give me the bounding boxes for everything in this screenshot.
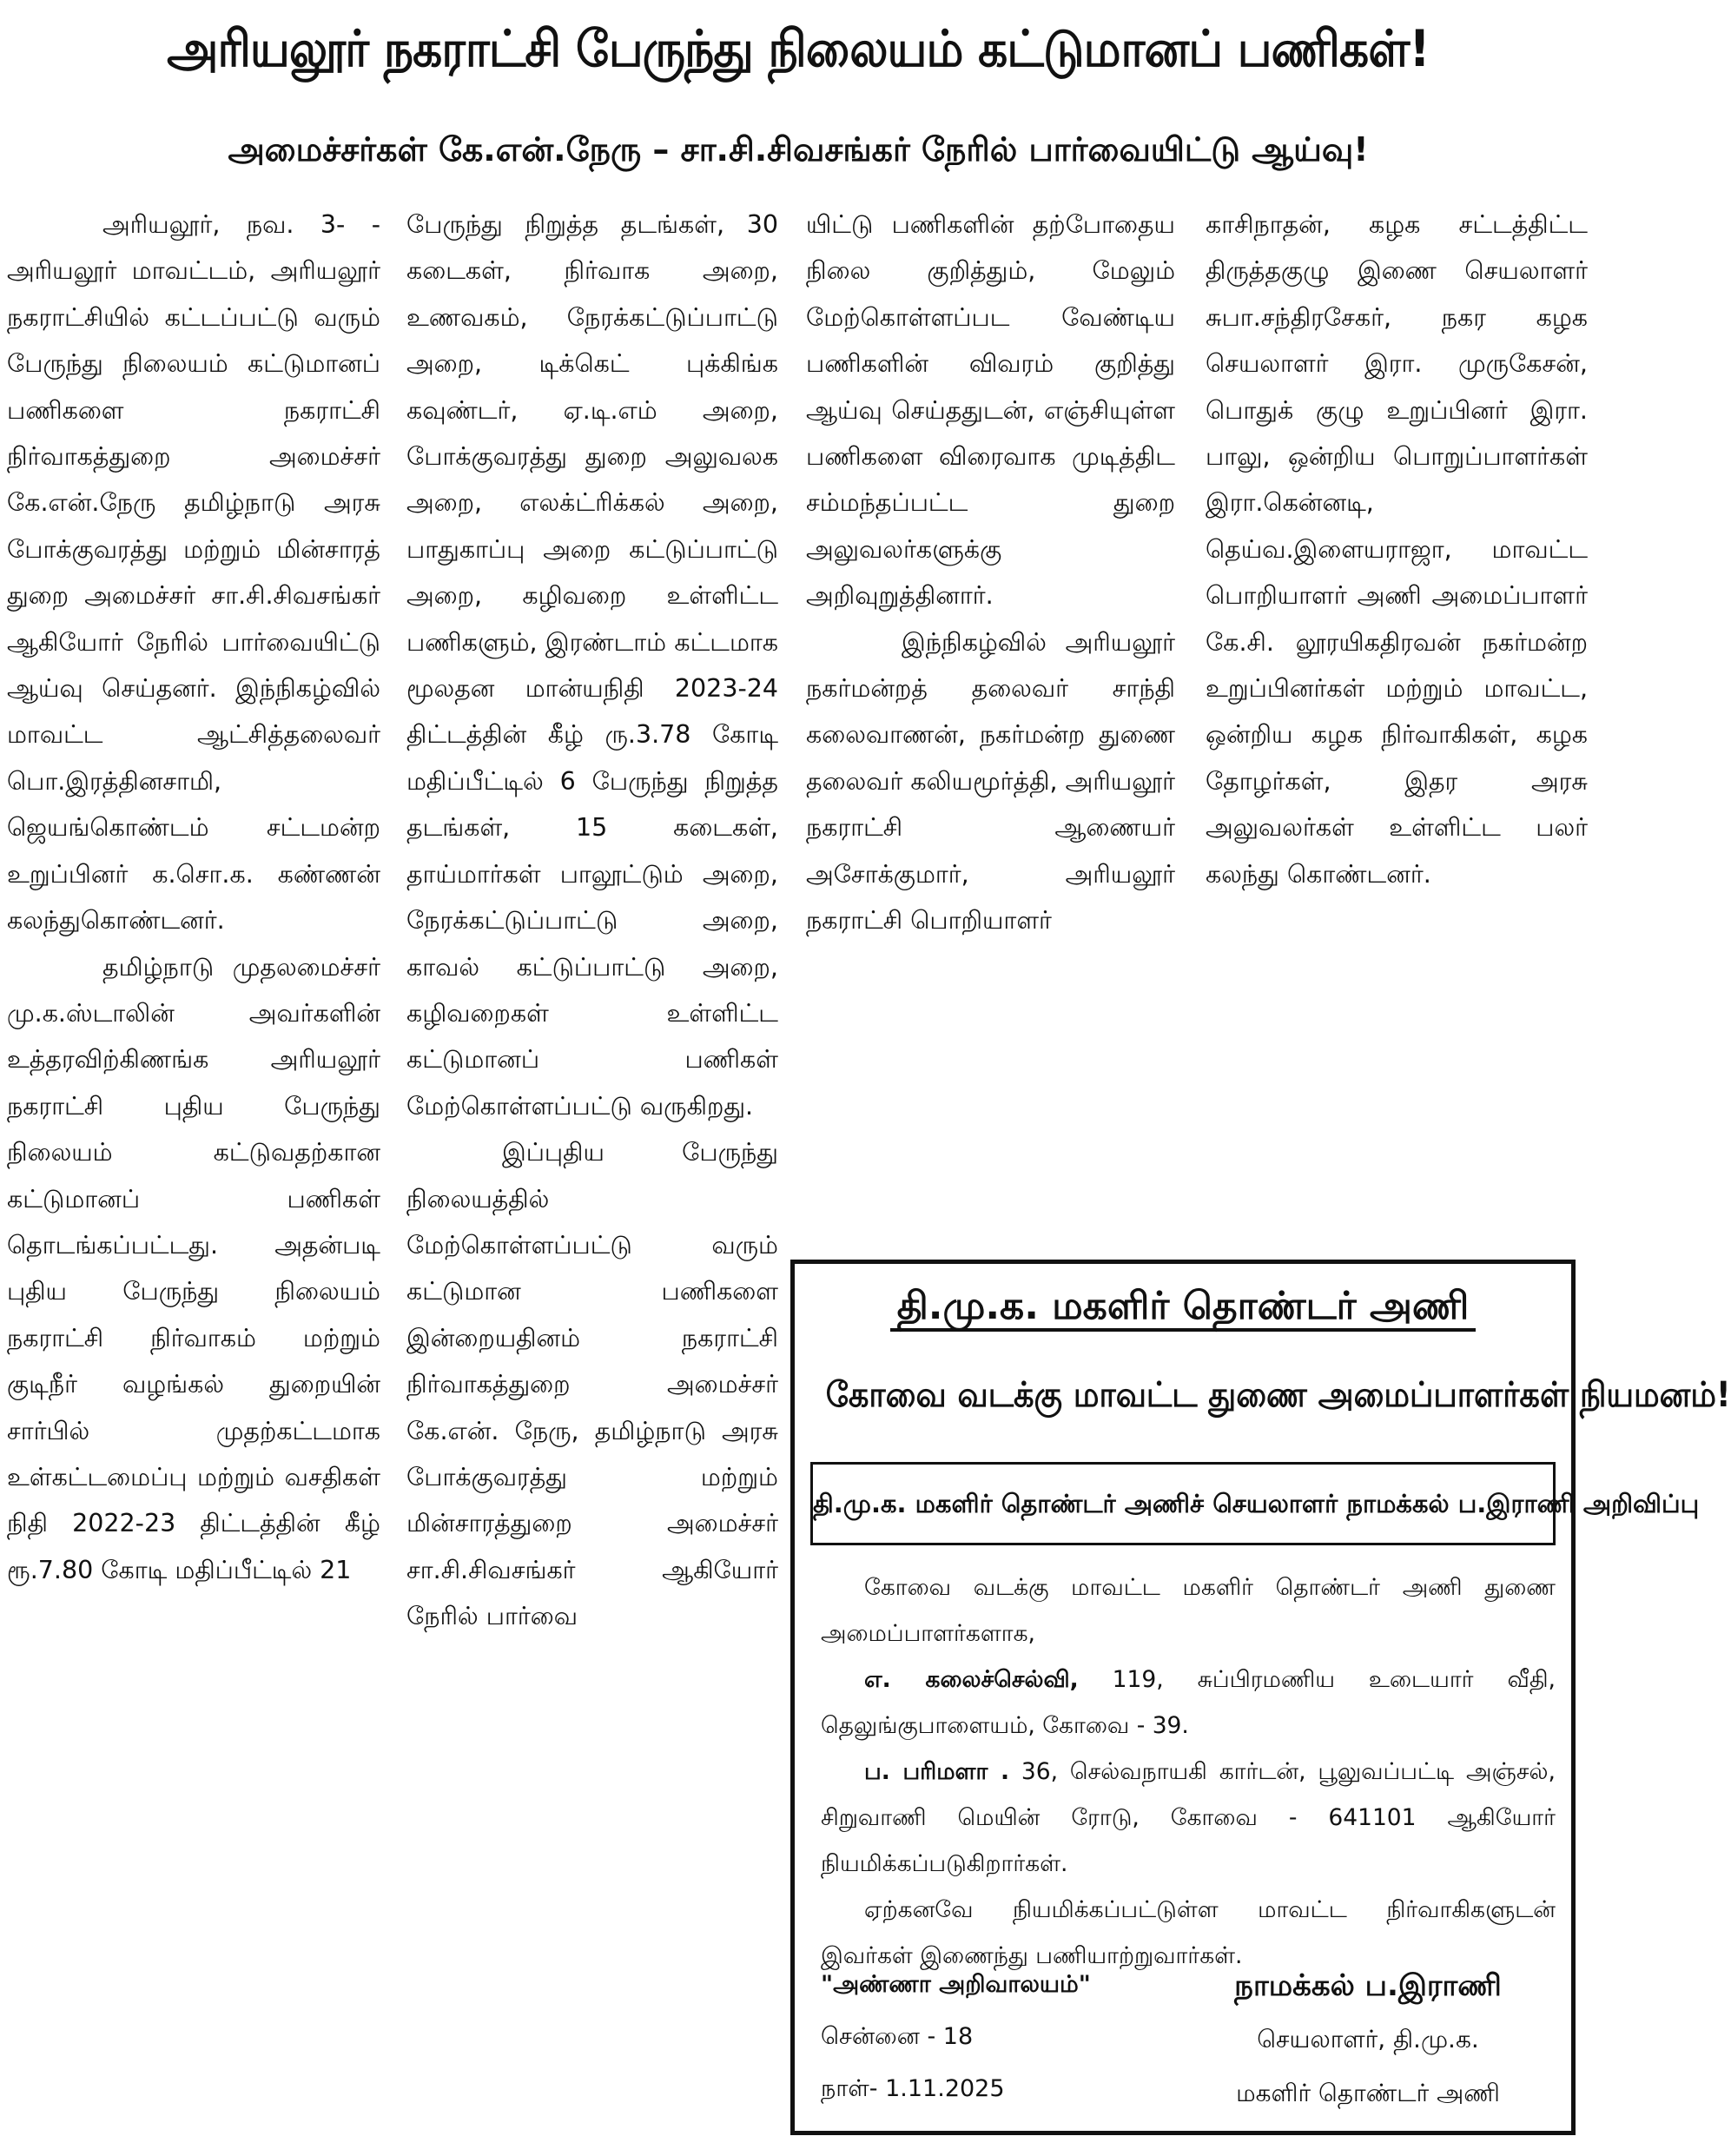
paragraph: இந்நிகழ்வில் அரியலூர் நகர்மன்றத் தலைவர் சாந்தி கலைவாணன், நகர்மன்ற துணை தலைவர் கலியமூர்த்தி, அரியலூர் நகராட்சி ஆணையர் அசோக்குமார், அரியலூர் நகராட்சி பொறியாளர்: [806, 627, 1175, 936]
article-column-3: [806, 202, 1175, 1244]
paragraph: யிட்டு பணிகளின் தற்போதைய நிலை குறித்தும், மேலும் மேற்கொள்ளப்பட வேண்டிய பணிகளின் விவரம் குறித்து ஆய்வு செய்ததுடன், எஞ்சியுள்ள பணிகளை விரைவாக முடித்திட சம்மந்தப்பட்ட துறை அலுவலர்களுக்கு அறிவுறுத்தினார்.: [806, 210, 1175, 611]
notice-intro: கோவை வடக்கு மாவட்ட மகளிர் தொண்டர் அணி துணை அமைப்பாளர்களாக,: [821, 1574, 1556, 1647]
notice-box: [790, 1260, 1731, 2135]
headline: அரியலூர் நகராட்சி பேருந்து நிலையம் கட்டுமானப் பணிகள்!: [167, 19, 1430, 78]
paragraph: பேருந்து நிறுத்த தடங்கள், 30 கடைகள், நிர்வாக அறை, உணவகம், நேரக்கட்டுப்பாட்டு அறை, டிக்கெட் புக்கிங்க கவுண்டர், ஏ.டி.எம் அறை, போக்குவரத்து துறை அலுவலக அறை, எலக்ட்ரிக்கல் அறை, பாதுகாப்பு அறை கட்டுப்பாட்டு அறை, கழிவறை உள்ளிட்ட பணிகளும், இரண்டாம் கட்டமாக மூலதன மான்யநிதி 2023-24 திட்டத்தின் கீழ் ரு.3.78 கோடி மதிப்பீட்டில் 6 பேருந்து நிறுத்த தடங்கள், 15 கடைகள், தாய்மார்கள் பாலூட்டும் அறை, நேரக்கட்டுப்பாட்டு அறை, காவல் கட்டுப்பாட்டு அறை, கழிவறைகள் உள்ளிட்ட கட்டுமானப் பணிகள் மேற்கொள்ளப்பட்டு வருகிறது.: [406, 210, 778, 1121]
notice-person-2: ப. பரிமளா . 36, செல்வநாயகி கார்டன், பூலுவப்பட்டி அஞ்சல், சிறுவாணி மெயின் ரோடு, கோவை - 641101 ஆகியோர் நியமிக்கப்படுகிறார்கள்.: [821, 1758, 1556, 1877]
notice-city: சென்னை - 18: [821, 2023, 974, 2050]
notice-place: "அண்ணா அறிவாலயம்": [821, 1971, 1091, 1998]
paragraph: இப்புதிய பேருந்து நிலையத்தில் மேற்கொள்ளப்பட்டு வரும் கட்டுமான பணிகளை இன்றையதினம் நகராட்சி நிர்வாகத்துறை அமைச்சர் கே.என். நேரு, தமிழ்நாடு அரசு போக்குவரத்து மற்றும் மின்சாரத்துறை அமைச்சர் சா.சி.சிவசங்கர் ஆகியோர் நேரில் பார்வை: [406, 1138, 778, 1631]
notice-subheading: தி.மு.க. மகளிர் தொண்டர் அணிச் செயலாளர் நாமக்கல் ப.இராணி அறிவிப்பு: [810, 1462, 1556, 1545]
notice-person-1: எ. கலைச்செல்வி, 119, சுப்பிரமணிய உடையார் வீதி, தெலுங்குபாளையம், கோவை - 39.: [821, 1666, 1556, 1739]
paragraph: தமிழ்நாடு முதலமைச்சர் மு.க.ஸ்டாலின் அவர்களின் உத்தரவிற்கிணங்க அரியலூர் நகராட்சி புதிய பேருந்து நிலையம் கட்டுவதற்கான கட்டுமானப் பணிகள் தொடங்கப்பட்டது. அதன்படி புதிய பேருந்து நிலையம் நகராட்சி நிர்வாகம் மற்றும் குடிநீர் வழங்கல் துறையின் சார்பில் முதற்கட்டமாக உள்கட்டமைப்பு மற்றும் வசதிகள் நிதி 2022-23 திட்டத்தின் கீழ் ரூ.7.80 கோடி மதிப்பீட்டில் 21: [7, 952, 380, 1584]
notice-body: [821, 1564, 1556, 1979]
notice-designation: செயலாளர், தி.மு.க.: [1257, 2025, 1479, 2053]
notice-signatory: நாமக்கல் ப.இராணி: [1234, 1968, 1502, 2003]
subheadline: அமைச்சர்கள் கே.என்.நேரு – சா.சி.சிவசங்கர் நேரில் பார்வையிட்டு ஆய்வு!: [228, 130, 1369, 169]
notice-place-date: [821, 1959, 1168, 2115]
notice-wing: மகளிர் தொண்டர் அணி: [1236, 2079, 1500, 2107]
article-column-4: [1206, 202, 1588, 1244]
article-column-1: [7, 202, 380, 2152]
notice-signature: [1177, 1959, 1559, 2120]
notice-closing: ஏற்கனவே நியமிக்கப்பட்டுள்ள மாவட்ட நிர்வாகிகளுடன் இவர்கள் இணைந்து பணியாற்றுவார்கள்.: [821, 1896, 1556, 1969]
paragraph: காசிநாதன், கழக சட்டத்திட்ட திருத்தகுழு இணை செயலாளர் சுபா.சந்திரசேகர், நகர கழக செயலாளர் இரா. முருகேசன், பொதுக் குழு உறுப்பினர் இரா. பாலு, ஒன்றிய பொறுப்பாளர்கள் இரா.கென்னடி, தெய்வ.இளையராஜா, மாவட்ட பொறியாளர் அணி அமைப்பாளர் கே.சி. லூரயிகதிரவன் நகர்மன்ற உறுப்பினர்கள் மற்றும் மாவட்ட, ஒன்றிய கழக நிர்வாகிகள், கழக தோழர்கள், இதர அரசு அலுவலர்கள் உள்ளிட்ட பலர் கலந்து கொண்டனர்.: [1206, 210, 1588, 889]
notice-heading: கோவை வடக்கு மாவட்ட துணை அமைப்பாளர்கள் நியமனம்!: [825, 1375, 1731, 1415]
article-column-2: [406, 202, 778, 2152]
notice-title: தி.மு.க. மகளிர் தொண்டர் அணி: [795, 1276, 1571, 1337]
paragraph: அரியலூர், நவ. 3- - அரியலூர் மாவட்டம், அரியலூர் நகராட்சியில் கட்டப்பட்டு வரும் பேருந்து நிலையம் கட்டுமானப் பணிகளை நகராட்சி நிர்வாகத்துறை அமைச்சர் கே.என்.நேரு தமிழ்நாடு அரசு போக்குவரத்து மற்றும் மின்சாரத் துறை அமைச்சர் சா.சி.சிவசங்கர் ஆகியோர் நேரில் பார்வையிட்டு ஆய்வு செய்தனர். இந்நிகழ்வில் மாவட்ட ஆட்சித்தலைவர் பொ.இரத்தினசாமி, ஜெயங்கொண்டம் சட்டமன்ற உறுப்பினர் க.சொ.க. கண்ணன் கலந்துகொண்டனர்.: [7, 210, 380, 936]
notice-date: நாள்- 1.11.2025: [821, 2075, 1005, 2102]
